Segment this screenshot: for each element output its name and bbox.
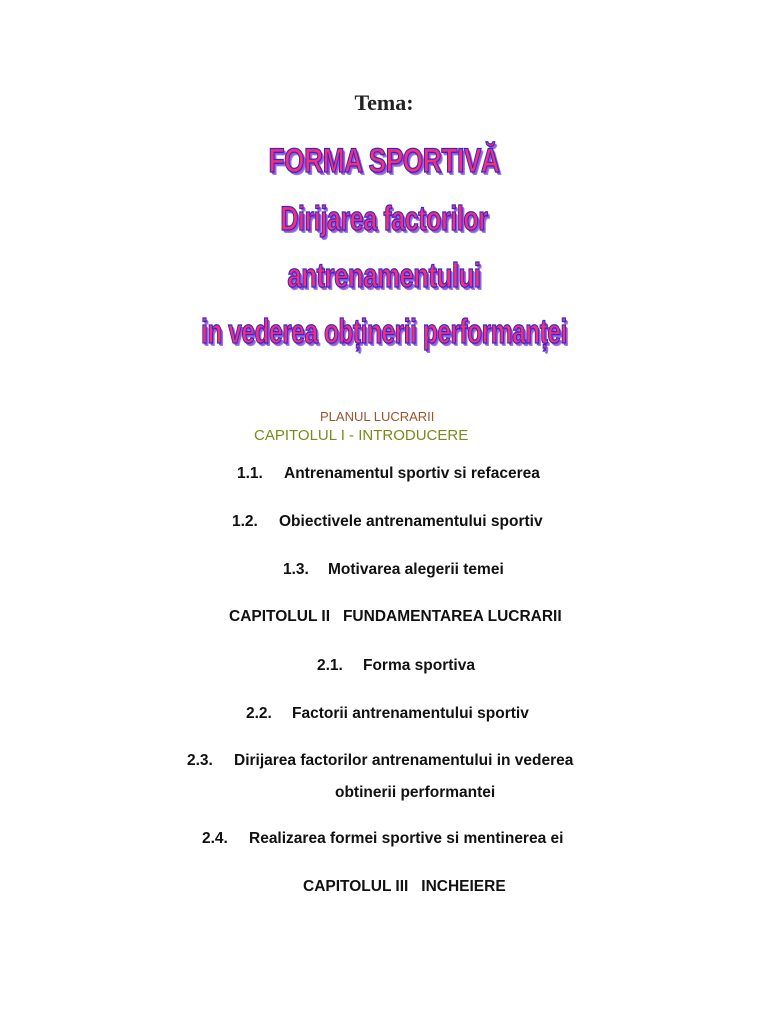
- wordart-title-line-2: Dirijarea factorilor: [280, 198, 488, 238]
- toc-item: [237, 465, 540, 483]
- toc-text: Factorii antrenamentului sportiv: [292, 705, 529, 722]
- toc-number: 2.3.: [187, 752, 213, 769]
- toc-item: [202, 830, 563, 848]
- toc-item: [317, 657, 475, 675]
- toc-text: Obiectivele antrenamentului sportiv: [279, 513, 543, 530]
- toc-item: [187, 752, 573, 770]
- chapter-3-heading: CAPITOLUL III INCHEIERE: [303, 878, 506, 895]
- chapter-1-heading: CAPITOLUL I - INTRODUCERE: [254, 427, 469, 444]
- wordart-title-line-1: FORMA SPORTIVĂ: [268, 140, 500, 180]
- chapter-2-heading: CAPITOLUL II FUNDAMENTAREA LUCRARII: [229, 608, 562, 625]
- tema-heading: Tema:: [354, 90, 414, 115]
- toc-item: [283, 561, 504, 579]
- toc-item-continuation: obtinerii performantei: [335, 784, 496, 801]
- toc-text: Forma sportiva: [363, 657, 475, 674]
- wordart-title-line-4: in vederea obținerii performanței: [201, 311, 567, 351]
- toc-number: 1.1.: [237, 465, 263, 482]
- toc-number: 2.2.: [246, 705, 272, 722]
- toc-number: 2.4.: [202, 830, 228, 847]
- toc-item: [232, 513, 543, 531]
- wordart-title-line-3: antrenamentului: [287, 255, 481, 295]
- toc-number: 2.1.: [317, 657, 343, 674]
- toc-text: Antrenamentul sportiv si refacerea: [284, 465, 540, 482]
- toc-text: Realizarea formei sportive si mentinerea ei: [249, 830, 564, 847]
- toc-text: Motivarea alegerii temei: [328, 561, 504, 578]
- toc-number: 1.2.: [232, 513, 258, 530]
- toc-text: Dirijarea factorilor antrenamentului in vederea: [234, 752, 574, 769]
- toc-item: [246, 705, 529, 723]
- plan-label: PLANUL LUCRARII: [320, 409, 435, 424]
- toc-number: 1.3.: [283, 561, 309, 578]
